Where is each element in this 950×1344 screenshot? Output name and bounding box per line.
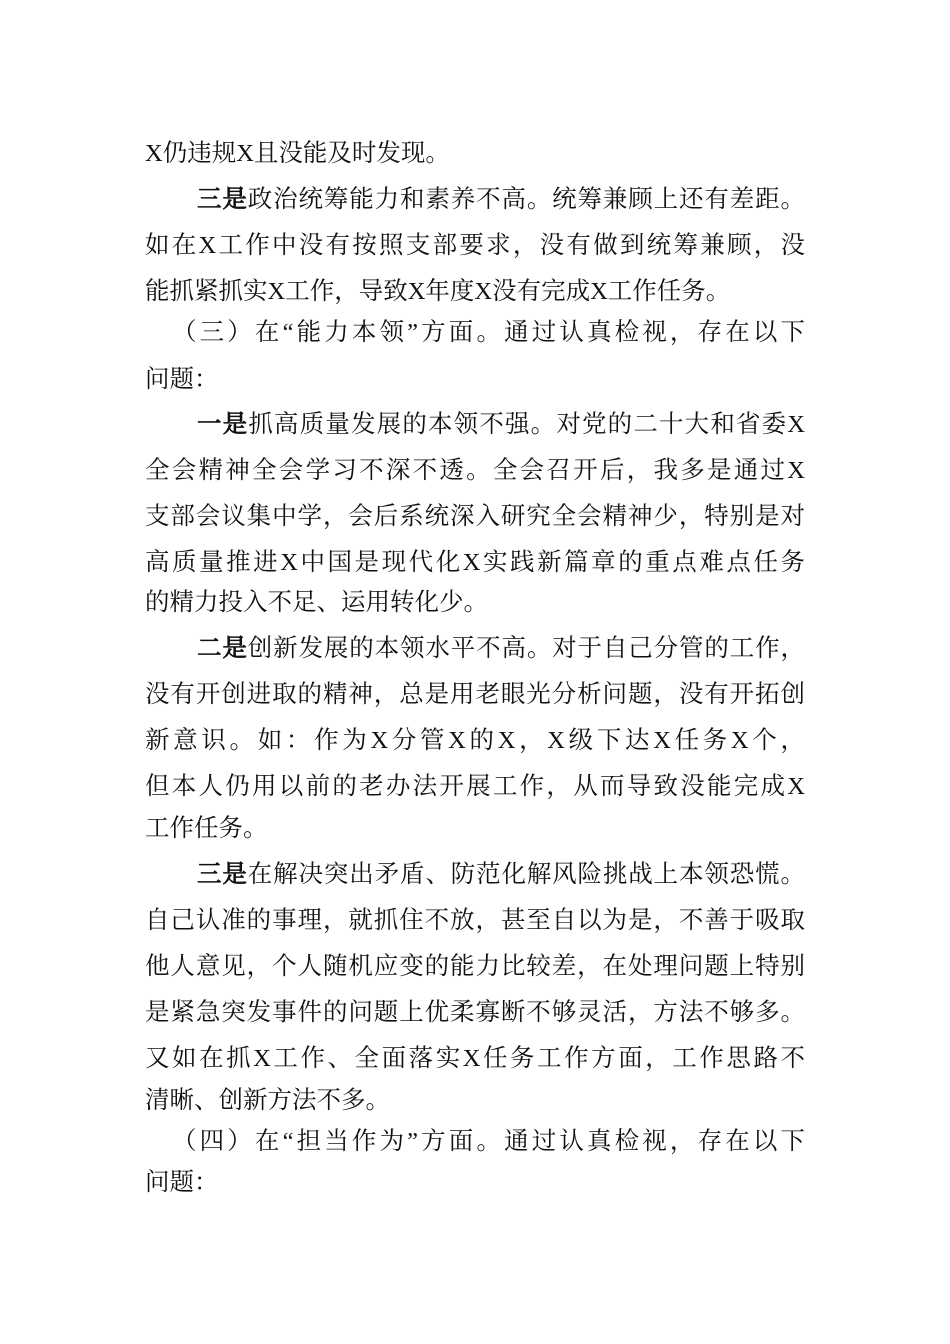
line-text: 新意识。如：作为X分管X的X，X级下达X任务X个， <box>145 727 805 754</box>
line-text: 他人意见，个人随机应变的能力比较差，在处理问题上特别 <box>145 953 805 980</box>
line-text: 是紧急突发事件的问题上优柔寡断不够灵活，方法不够多。 <box>145 999 805 1026</box>
line-text: 但本人仍用以前的老办法开展工作，从而导致没能完成X <box>145 773 805 800</box>
text-line <box>145 276 805 308</box>
text-line <box>197 859 805 891</box>
line-text: （三）在“能力本领”方面。通过认真检视，存在以下 <box>172 319 805 346</box>
text-line <box>145 1043 805 1075</box>
text-line <box>145 951 805 983</box>
text-line <box>172 317 805 349</box>
line-text: 创新发展的本领水平不高。对于自己分管的工作， <box>247 635 806 662</box>
text-line <box>197 184 805 216</box>
line-text: 没有开创进取的精神，总是用老眼光分析问题，没有开拓创 <box>145 681 805 708</box>
line-text: 问题： <box>145 366 219 393</box>
paragraph-lead: 一是 <box>197 411 249 438</box>
text-line <box>145 1167 805 1199</box>
line-text: 政治统筹能力和素养不高。统筹兼顾上还有差距。 <box>247 186 806 213</box>
paragraph-lead: 三是 <box>197 861 248 888</box>
paragraph-lead: 三是 <box>197 186 248 213</box>
line-text: 如在X工作中没有按照支部要求，没有做到统筹兼顾，没 <box>145 232 805 259</box>
text-line <box>145 813 805 845</box>
text-line <box>145 725 805 757</box>
text-line <box>145 455 805 487</box>
text-line <box>145 905 805 937</box>
line-text: 的精力投入不足、运用转化少。 <box>145 589 488 616</box>
text-line <box>145 1085 805 1117</box>
line-text: 支部会议集中学，会后系统深入研究全会精神少，特别是对 <box>145 503 805 530</box>
line-text: 自己认准的事理，就抓住不放，甚至自以为是，不善于吸取 <box>145 907 805 934</box>
text-line <box>145 138 805 170</box>
text-line <box>197 409 805 441</box>
text-line <box>145 547 805 579</box>
text-line <box>197 633 805 665</box>
text-line <box>145 230 805 262</box>
line-text: 清晰、创新方法不多。 <box>145 1087 390 1114</box>
line-text: 问题： <box>145 1169 219 1196</box>
text-line <box>145 997 805 1029</box>
line-text: 在解决突出矛盾、防范化解风险挑战上本领恐慌。 <box>247 861 806 888</box>
line-text: 全会精神全会学习不深不透。全会召开后，我多是通过X <box>145 457 805 484</box>
text-line <box>145 364 805 396</box>
line-text: 高质量推进X中国是现代化X实践新篇章的重点难点任务 <box>145 549 805 576</box>
text-line <box>145 501 805 533</box>
text-line <box>145 587 805 619</box>
text-line <box>145 679 805 711</box>
paragraph-lead: 二是 <box>197 635 248 662</box>
line-text: 又如在抓X工作、全面落实X任务工作方面，工作思路不 <box>145 1045 805 1072</box>
line-text: X仍违规X且没能及时发现。 <box>145 140 450 167</box>
text-line <box>145 771 805 803</box>
text-line <box>172 1126 805 1158</box>
line-text: 能抓紧抓实X工作，导致X年度X没有完成X工作任务。 <box>145 278 731 305</box>
line-text: 工作任务。 <box>145 815 268 842</box>
line-text: 抓高质量发展的本领不强。对党的二十大和省委X <box>248 411 806 438</box>
line-text: （四）在“担当作为”方面。通过认真检视，存在以下 <box>172 1128 805 1155</box>
